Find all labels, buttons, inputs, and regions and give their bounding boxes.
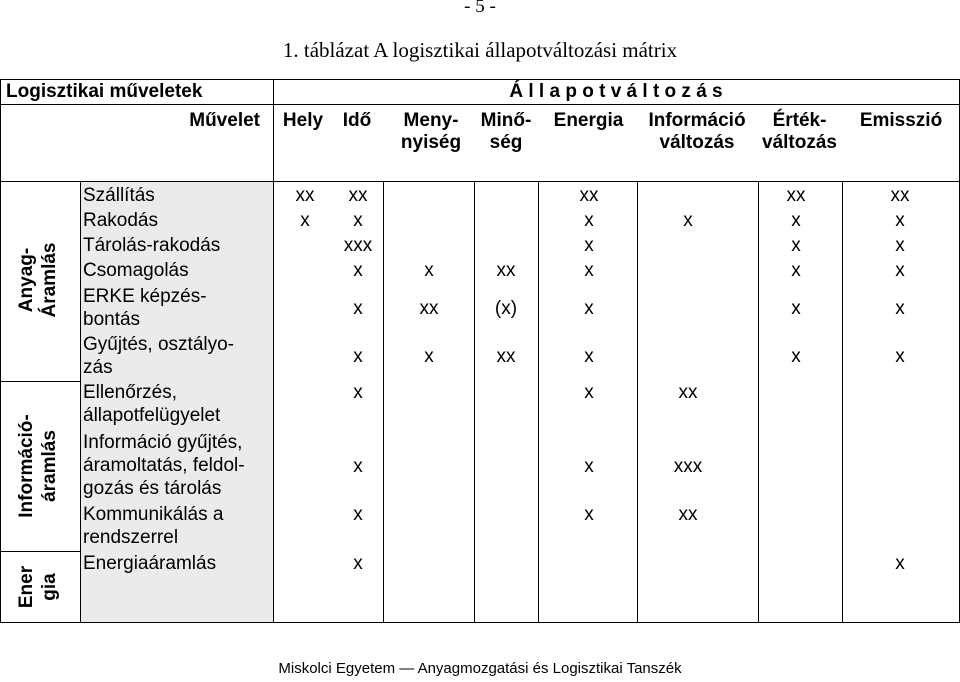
group-divider-2	[0, 551, 80, 552]
matrix-cell: x	[584, 235, 594, 256]
matrix-cell: x	[424, 260, 434, 281]
matrix-cell: x	[895, 260, 905, 281]
row-label: Gyűjtés, osztályo- zás	[83, 334, 234, 378]
matrix-cell: x	[353, 553, 363, 574]
matrix-cell: x	[895, 346, 905, 367]
matrix-cell: xx	[419, 298, 439, 319]
table-left-border	[0, 79, 1, 623]
header-col-mennyiseg: Meny- nyiség	[400, 110, 462, 153]
matrix-cell: x	[584, 456, 594, 477]
group-label-anyagaramlas: Anyag- Áramlás	[16, 242, 60, 318]
group-label-energia: Ener gia	[16, 565, 60, 609]
header-divider-line	[0, 104, 960, 105]
column-line-ido	[383, 181, 384, 623]
column-line-energia	[637, 181, 638, 623]
matrix-cell: x	[584, 260, 594, 281]
header-bottom-line	[0, 181, 960, 182]
matrix-cell: x	[791, 235, 801, 256]
matrix-cell: x	[353, 346, 363, 367]
header-col-informacio: Információ változás	[648, 110, 746, 153]
matrix-cell: xx	[496, 260, 516, 281]
matrix-cell: x	[353, 210, 363, 231]
header-col-hely: Hely	[282, 110, 324, 131]
matrix-cell: x	[791, 346, 801, 367]
matrix-cell: xxx	[343, 235, 373, 256]
row-label: Rakodás	[83, 210, 158, 231]
matrix-cell: x	[683, 210, 693, 231]
header-col-energia: Energia	[553, 110, 624, 131]
matrix-cell: x	[791, 210, 801, 231]
matrix-cell: xx	[295, 185, 315, 206]
matrix-cell: xx	[786, 185, 806, 206]
group-divider-1	[0, 381, 80, 382]
matrix-cell: xx	[678, 504, 698, 525]
matrix-cell: x	[895, 298, 905, 319]
column-line-ertek	[842, 181, 843, 623]
row-label: Kommunikálás a rendszerrel	[83, 504, 224, 548]
header-state-change: Á l l a p o t v á l t o z á s	[509, 81, 723, 102]
table-caption: 1. táblázat A logisztikai állapotváltozási mátrix	[282, 38, 678, 62]
header-col-ertek: Érték- változás	[762, 110, 837, 153]
matrix-cell: x	[791, 298, 801, 319]
matrix-cell: x	[791, 260, 801, 281]
column-line-minoseg	[538, 181, 539, 623]
matrix-cell: x	[584, 382, 594, 403]
matrix-cell: x	[895, 210, 905, 231]
matrix-cell: (x)	[494, 298, 518, 319]
matrix-cell: x	[895, 235, 905, 256]
row-label: Energiaáramlás	[83, 553, 217, 574]
matrix-cell: x	[424, 346, 434, 367]
matrix-cell: x	[300, 210, 310, 231]
matrix-cell: x	[895, 553, 905, 574]
row-label: Szállítás	[83, 185, 155, 206]
matrix-cell: x	[353, 298, 363, 319]
matrix-cell: xx	[579, 185, 599, 206]
matrix-cell: xx	[496, 346, 516, 367]
matrix-cell: x	[353, 504, 363, 525]
matrix-cell: xx	[348, 185, 368, 206]
row-label: Információ gyűjtés, áramoltatás, feldol- gozás és tárolás	[83, 432, 245, 499]
operation-column-line	[273, 79, 274, 623]
group-label-informacioaramlas: Információ- áramlás	[16, 414, 60, 518]
table-bottom-border	[0, 622, 960, 623]
matrix-cell: x	[353, 456, 363, 477]
row-label: ERKE képzés- bontás	[83, 286, 207, 330]
row-label: Ellenőrzés, állapotfelügyelet	[83, 382, 221, 426]
matrix-cell: x	[584, 504, 594, 525]
row-label: Tárolás-rakodás	[83, 235, 221, 256]
matrix-cell: x	[584, 298, 594, 319]
header-col-minoseg: Minő- ség	[480, 110, 532, 153]
matrix-cell: xx	[890, 185, 910, 206]
header-logistic-operations: Logisztikai műveletek	[6, 81, 203, 102]
column-line-mennyiseg	[474, 181, 475, 623]
matrix-cell: xx	[678, 382, 698, 403]
matrix-cell: x	[584, 210, 594, 231]
matrix-cell: x	[584, 346, 594, 367]
header-col-emisszio: Emisszió	[859, 110, 943, 131]
header-operation: Művelet	[189, 110, 260, 131]
matrix-cell: x	[353, 382, 363, 403]
column-line-informacio	[758, 181, 759, 623]
matrix-cell: xxx	[673, 456, 703, 477]
page-number: - 5 -	[464, 0, 496, 17]
matrix-cell: x	[353, 260, 363, 281]
header-col-ido: Idő	[342, 110, 372, 131]
page-footer: Miskolci Egyetem — Anyagmozgatási és Logisztikai Tanszék	[278, 660, 682, 677]
row-label: Csomagolás	[83, 260, 189, 281]
table-top-border	[0, 79, 960, 80]
group-column-line	[80, 181, 81, 623]
